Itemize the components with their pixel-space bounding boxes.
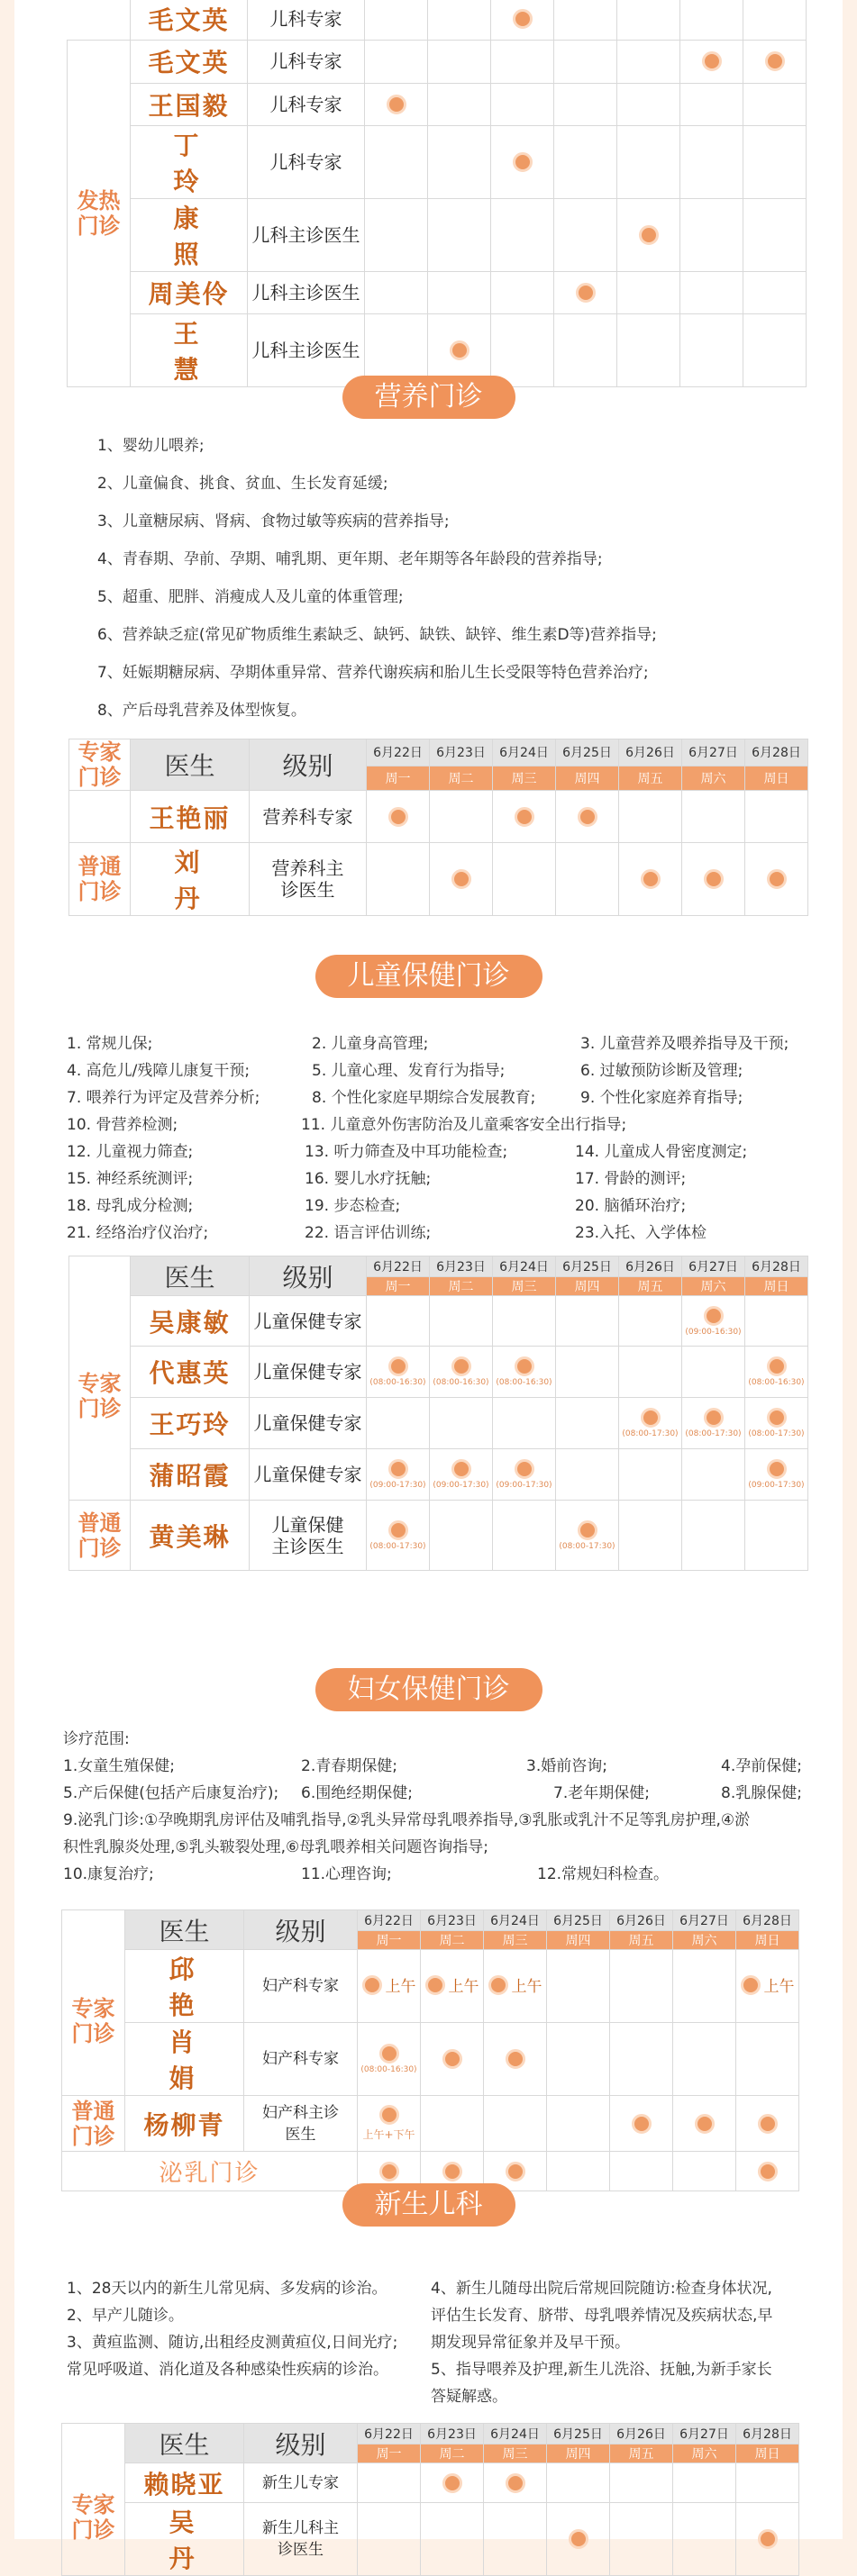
available-dot (506, 2049, 525, 2069)
doctor-level: 妇产科专家 (244, 2023, 358, 2096)
morning-slot: 上午 (362, 1973, 416, 1996)
available-dot (451, 869, 471, 889)
available-dot (702, 51, 722, 71)
time-range: (09:00-16:30) (685, 1327, 742, 1337)
list-item: 答疑解惑。 (431, 2388, 507, 2406)
section-title-women-health: 妇女保健门诊 (315, 1668, 542, 1711)
doctor-name: 肖 娟 (125, 2023, 244, 2096)
time-range: (09:00-17:30) (433, 1481, 489, 1490)
available-dot (758, 2162, 778, 2181)
list-item: 8. 个性化家庭早期综合发展教育; (312, 1089, 536, 1107)
doctor-name: 毛文英 (131, 40, 248, 83)
available-dot (758, 2529, 778, 2549)
available-dot (695, 2114, 715, 2134)
list-item: 5. 儿童心理、发育行为指导; (312, 1062, 506, 1080)
available-dot (388, 1520, 408, 1540)
list-item: 15. 神经系统测评; (67, 1170, 194, 1188)
doctor-name: 黄美琳 (131, 1501, 250, 1571)
weekday-header: 周二 (421, 1931, 484, 1950)
doctor-level: 儿科专家 (248, 0, 365, 40)
schedule-page (14, 0, 843, 2573)
weekday-header: 周六 (673, 1931, 736, 1950)
list-item: 14. 儿童成人骨密度测定; (575, 1143, 748, 1161)
available-dot (379, 2162, 399, 2181)
list-item: 8、产后母乳营养及体型恢复。 (97, 702, 306, 720)
date-header: 6月24日 (493, 739, 556, 766)
doctor-level: 儿科专家 (248, 83, 365, 125)
list-item: 22. 语言评估训练; (305, 1224, 432, 1242)
available-dot (641, 869, 661, 889)
list-item: 7、妊娠期糖尿病、孕期体重异常、营养代谢疾病和胎儿生长受限等特色营养治疗; (97, 664, 649, 682)
nutrition-services-list (97, 432, 657, 735)
list-item: 19. 步态检查; (305, 1197, 401, 1215)
doctor-name: 王国毅 (131, 83, 248, 125)
list-item: 6.围绝经期保健; (301, 1784, 413, 1802)
available-dot (450, 340, 470, 360)
list-item: 1.女童生殖保健; (63, 1757, 175, 1775)
date-header: 6月23日 (421, 2424, 484, 2444)
column-header-level: 级别 (250, 739, 367, 791)
available-dot (442, 2162, 462, 2181)
available-dot (506, 2473, 525, 2493)
date-header: 6月28日 (736, 2424, 799, 2444)
doctor-name: 周美伶 (131, 271, 248, 313)
women-health-schedule-table (61, 1909, 799, 2191)
column-header-level: 级别 (250, 1256, 367, 1296)
newborn-services-right (431, 2275, 772, 2410)
available-dot (767, 1356, 787, 1376)
doctor-level: 儿科主诊医生 (248, 198, 365, 271)
weekday-header: 周一 (367, 1277, 430, 1296)
list-item: 3.婚前咨询; (526, 1757, 607, 1775)
available-dot (513, 9, 533, 29)
list-item: 7.老年期保健; (553, 1784, 650, 1802)
doctor-level: 儿童保健主诊医生 (250, 1501, 367, 1571)
date-header: 6月22日 (358, 1910, 421, 1931)
time-range: (09:00-17:30) (496, 1481, 552, 1490)
date-header: 6月28日 (745, 1256, 808, 1277)
date-header: 6月22日 (358, 2424, 421, 2444)
list-item: 9.泌乳门诊:①孕晚期乳房评估及哺乳指导,②乳头异常母乳喂养指导,③乳胀或乳汁不足等乳房护理,④淤 (63, 1811, 751, 1829)
available-dot (442, 2049, 462, 2069)
date-header: 6月25日 (556, 1256, 619, 1277)
column-header-doctor: 医生 (125, 1910, 244, 1950)
date-header: 6月26日 (610, 1910, 673, 1931)
doctor-name: 康 照 (131, 198, 248, 271)
available-dot (758, 2114, 778, 2134)
date-header: 6月27日 (673, 1910, 736, 1931)
available-dot (767, 1408, 787, 1428)
list-item: 20. 脑循环治疗; (575, 1197, 687, 1215)
doctor-level: 营养科专家 (250, 791, 367, 843)
list-item: 5、超重、肥胖、消瘦成人及儿童的体重管理; (97, 588, 404, 606)
list-item: 2、儿童偏食、挑食、贫血、生长发育延缓; (97, 475, 388, 493)
available-dot (451, 1356, 471, 1376)
nutrition-schedule-table (68, 739, 808, 916)
column-header-doctor: 医生 (131, 739, 250, 791)
weekday-header: 周二 (430, 766, 493, 790)
weekday-header: 周一 (358, 1931, 421, 1950)
available-dot (639, 225, 659, 245)
section-title-child-health: 儿童保健门诊 (315, 955, 542, 998)
available-dot (506, 2162, 525, 2181)
column-header-doctor: 医生 (125, 2424, 244, 2463)
doctor-level: 儿科专家 (248, 40, 365, 83)
list-item: 12.常规妇科检查。 (537, 1865, 670, 1883)
available-dot (641, 1408, 661, 1428)
list-item: 1、28天以内的新生儿常见病、多发病的诊治。 (67, 2280, 387, 2298)
list-item: 18. 母乳成分检测; (67, 1197, 194, 1215)
available-dot (704, 1408, 724, 1428)
time-range: (08:00-17:30) (685, 1429, 742, 1438)
full-day-label: 上午+下午 (362, 2128, 415, 2141)
list-item: 2.青春期保健; (301, 1757, 397, 1775)
doctor-level: 妇产科专家 (244, 1950, 358, 2023)
time-range: (08:00-17:30) (559, 1541, 615, 1551)
doctor-name: 吴康敏 (131, 1296, 250, 1347)
list-item: 4、新生儿随母出院后常规回院随访:检查身体状况, (431, 2280, 772, 2298)
list-item: 6. 过敏预防诊断及管理; (580, 1062, 743, 1080)
available-dot (513, 152, 533, 172)
date-header: 6月24日 (493, 1256, 556, 1277)
weekday-header: 周日 (745, 1277, 808, 1296)
weekday-header: 周四 (556, 1277, 619, 1296)
available-dot (765, 51, 785, 71)
doctor-name: 吴 丹 (125, 2503, 244, 2576)
list-item: 6、营养缺乏症(常见矿物质维生素缺乏、缺钙、缺铁、缺锌、维生素D等)营养指导; (97, 626, 657, 644)
date-header: 6月24日 (484, 1910, 547, 1931)
list-item: 2、早产儿随诊。 (67, 2307, 184, 2325)
list-item: 10.康复治疗; (63, 1865, 154, 1883)
list-item: 7. 喂养行为评定及营养分析; (67, 1089, 260, 1107)
date-header: 6月23日 (421, 1910, 484, 1931)
date-header: 6月27日 (682, 1256, 745, 1277)
date-header: 6月25日 (547, 1910, 610, 1931)
weekday-header: 周六 (682, 766, 745, 790)
doctor-level: 儿童保健专家 (250, 1398, 367, 1449)
doctor-level: 营养科主诊医生 (250, 843, 367, 916)
normal-clinic-label: 普通门诊 (69, 1501, 131, 1571)
weekday-header: 周五 (610, 1931, 673, 1950)
section-title-nutrition: 营养门诊 (342, 376, 515, 419)
available-dot (704, 1306, 724, 1326)
available-dot (515, 807, 534, 827)
available-dot (767, 1459, 787, 1479)
child-health-schedule-table (68, 1256, 808, 1571)
list-item: 1、婴幼儿喂养; (97, 437, 205, 455)
list-item: 8.乳腺保健; (721, 1784, 802, 1802)
list-item: 常见呼吸道、消化道及各种感染性疾病的诊治。 (67, 2361, 388, 2379)
list-item: 10. 骨营养检测; (67, 1116, 178, 1134)
date-header: 6月25日 (556, 739, 619, 766)
list-item: 17. 骨龄的测评; (575, 1170, 687, 1188)
list-item: 13. 听力筛查及中耳功能检查; (305, 1143, 508, 1161)
morning-slot: 上午 (741, 1973, 795, 1996)
doctor-name: 王巧玲 (131, 1398, 250, 1449)
weekday-header: 周三 (493, 766, 556, 790)
available-dot (578, 807, 597, 827)
list-item: 5.产后保健(包括产后康复治疗); (63, 1784, 279, 1802)
weekday-header: 周五 (619, 1277, 682, 1296)
date-header: 6月24日 (484, 2424, 547, 2444)
date-header: 6月26日 (610, 2424, 673, 2444)
column-header-doctor: 医生 (131, 1256, 250, 1296)
time-range: (08:00-16:30) (748, 1378, 805, 1387)
date-header: 6月27日 (682, 739, 745, 766)
weekday-header: 周一 (358, 2444, 421, 2463)
fever-clinic-label: 发热门诊 (68, 40, 131, 386)
list-item: 4. 高危儿/残障儿康复干预; (67, 1062, 251, 1080)
doctor-level: 妇产科主诊医生 (244, 2096, 358, 2152)
normal-clinic-label: 普通门诊 (62, 2096, 125, 2152)
doctor-level: 新生儿科主诊医生 (244, 2503, 358, 2576)
available-dot (515, 1356, 534, 1376)
weekday-header: 周日 (745, 766, 808, 790)
doctor-level: 儿科主诊医生 (248, 313, 365, 386)
women-health-services (63, 1726, 811, 1888)
expert-clinic-label: 专家门诊 (69, 1256, 131, 1501)
column-header-level: 级别 (244, 1910, 358, 1950)
time-range: (09:00-17:30) (369, 1481, 426, 1490)
date-header: 6月22日 (367, 1256, 430, 1277)
scope-label: 诊疗范围: (63, 1730, 130, 1748)
time-range: (08:00-17:30) (748, 1429, 805, 1438)
available-dot (388, 1459, 408, 1479)
list-item: 11. 儿童意外伤害防治及儿童乘客安全出行指导; (301, 1116, 627, 1134)
list-item: 9. 个性化家庭养育指导; (580, 1089, 743, 1107)
date-header: 6月28日 (745, 739, 808, 766)
weekday-header: 周二 (421, 2444, 484, 2463)
list-item: 12. 儿童视力筛查; (67, 1143, 194, 1161)
date-header: 6月25日 (547, 2424, 610, 2444)
doctor-name: 代惠英 (131, 1347, 250, 1398)
fever-clinic-table (67, 0, 807, 387)
time-range: (08:00-17:30) (369, 1541, 426, 1551)
doctor-level: 儿科主诊医生 (248, 271, 365, 313)
date-header: 6月22日 (367, 739, 430, 766)
weekday-header: 周四 (547, 1931, 610, 1950)
morning-slot: 上午 (425, 1973, 479, 1996)
available-dot (442, 2473, 462, 2493)
list-item: 期发现异常征象并及早干预。 (431, 2334, 630, 2352)
list-item: 3、黄疸监测、随访,出租经皮测黄疸仪,日间光疗; (67, 2334, 398, 2352)
weekday-header: 周六 (682, 1277, 745, 1296)
available-dot (704, 869, 724, 889)
time-range: (08:00-16:30) (433, 1378, 489, 1387)
available-dot (387, 95, 406, 114)
weekday-header: 周三 (484, 2444, 547, 2463)
list-item: 2. 儿童身高管理; (312, 1035, 429, 1053)
newborn-schedule-table (61, 2423, 799, 2576)
list-item: 1. 常规儿保; (67, 1035, 153, 1053)
lactation-clinic-label: 泌乳门诊 (62, 2152, 358, 2191)
weekday-header: 周三 (484, 1931, 547, 1950)
time-range: (08:00-17:30) (622, 1429, 679, 1438)
doctor-name: 邱 艳 (125, 1950, 244, 2023)
date-header: 6月27日 (673, 2424, 736, 2444)
weekday-header: 周五 (619, 766, 682, 790)
available-dot (515, 1459, 534, 1479)
doctor-level: 新生儿专家 (244, 2463, 358, 2503)
available-dot (379, 2105, 399, 2125)
newborn-services-left (67, 2275, 397, 2383)
time-range: (08:00-16:30) (369, 1378, 426, 1387)
list-item: 4、青春期、孕前、孕期、哺乳期、更年期、老年期等各年龄段的营养指导; (97, 550, 603, 568)
date-header: 6月28日 (736, 1910, 799, 1931)
available-dot (576, 283, 596, 303)
weekday-header: 周日 (736, 2444, 799, 2463)
normal-clinic-label: 普通门诊 (69, 843, 131, 916)
doctor-level: 儿童保健专家 (250, 1347, 367, 1398)
weekday-header: 周四 (547, 2444, 610, 2463)
weekday-header: 周日 (736, 1931, 799, 1950)
weekday-header: 周三 (493, 1277, 556, 1296)
available-dot (569, 2529, 588, 2549)
available-dot (451, 1459, 471, 1479)
doctor-name: 丁 玲 (131, 125, 248, 198)
list-item: 23.入托、入学体检 (575, 1224, 707, 1242)
doctor-name: 蒲昭霞 (131, 1449, 250, 1501)
doctor-level: 儿童保健专家 (250, 1449, 367, 1501)
list-item: 4.孕前保健; (721, 1757, 802, 1775)
list-item: 3、儿童糖尿病、肾病、食物过敏等疾病的营养指导; (97, 512, 450, 531)
weekday-header: 周一 (367, 766, 430, 790)
time-range: (08:00-16:30) (496, 1378, 552, 1387)
doctor-name: 毛文英 (131, 0, 248, 40)
available-dot (632, 2114, 652, 2134)
expert-clinic-label: 专家门诊 (69, 739, 131, 791)
list-item: 积性乳腺炎处理,⑤乳头皲裂处理,⑥母乳喂养相关问题咨询指导; (63, 1838, 489, 1856)
available-dot (388, 1356, 408, 1376)
time-range: (09:00-17:30) (748, 1481, 805, 1490)
doctor-name: 刘 丹 (131, 843, 250, 916)
weekday-header: 周六 (673, 2444, 736, 2463)
time-range: (08:00-16:30) (360, 2065, 417, 2074)
doctor-name: 王艳丽 (131, 791, 250, 843)
date-header: 6月26日 (619, 1256, 682, 1277)
list-item: 评估生长发育、脐带、母乳喂养情况及疾病状态,早 (431, 2307, 773, 2325)
morning-slot: 上午 (488, 1973, 542, 1996)
doctor-name: 赖晓亚 (125, 2463, 244, 2503)
list-item: 16. 婴儿水疗抚触; (305, 1170, 432, 1188)
doctor-name: 杨柳青 (125, 2096, 244, 2152)
date-header: 6月26日 (619, 739, 682, 766)
weekday-header: 周四 (556, 766, 619, 790)
expert-clinic-label: 专家门诊 (62, 2424, 125, 2576)
doctor-level: 儿科专家 (248, 125, 365, 198)
expert-clinic-label: 专家门诊 (62, 1910, 125, 2096)
weekday-header: 周二 (430, 1277, 493, 1296)
available-dot (578, 1520, 597, 1540)
date-header: 6月23日 (430, 1256, 493, 1277)
date-header: 6月23日 (430, 739, 493, 766)
list-item: 21. 经络治疗仪治疗; (67, 1224, 209, 1242)
column-header-level: 级别 (244, 2424, 358, 2463)
available-dot (388, 807, 408, 827)
list-item: 3. 儿童营养及喂养指导及干预; (580, 1035, 789, 1053)
section-title-newborn: 新生儿科 (342, 2183, 515, 2227)
doctor-name: 王 慧 (131, 313, 248, 386)
weekday-header: 周五 (610, 2444, 673, 2463)
available-dot (379, 2044, 399, 2064)
available-dot (767, 869, 787, 889)
doctor-level: 儿童保健专家 (250, 1296, 367, 1347)
list-item: 5、指导喂养及护理,新生儿洗浴、抚触,为新手家长 (431, 2361, 772, 2379)
list-item: 11.心理咨询; (301, 1865, 392, 1883)
